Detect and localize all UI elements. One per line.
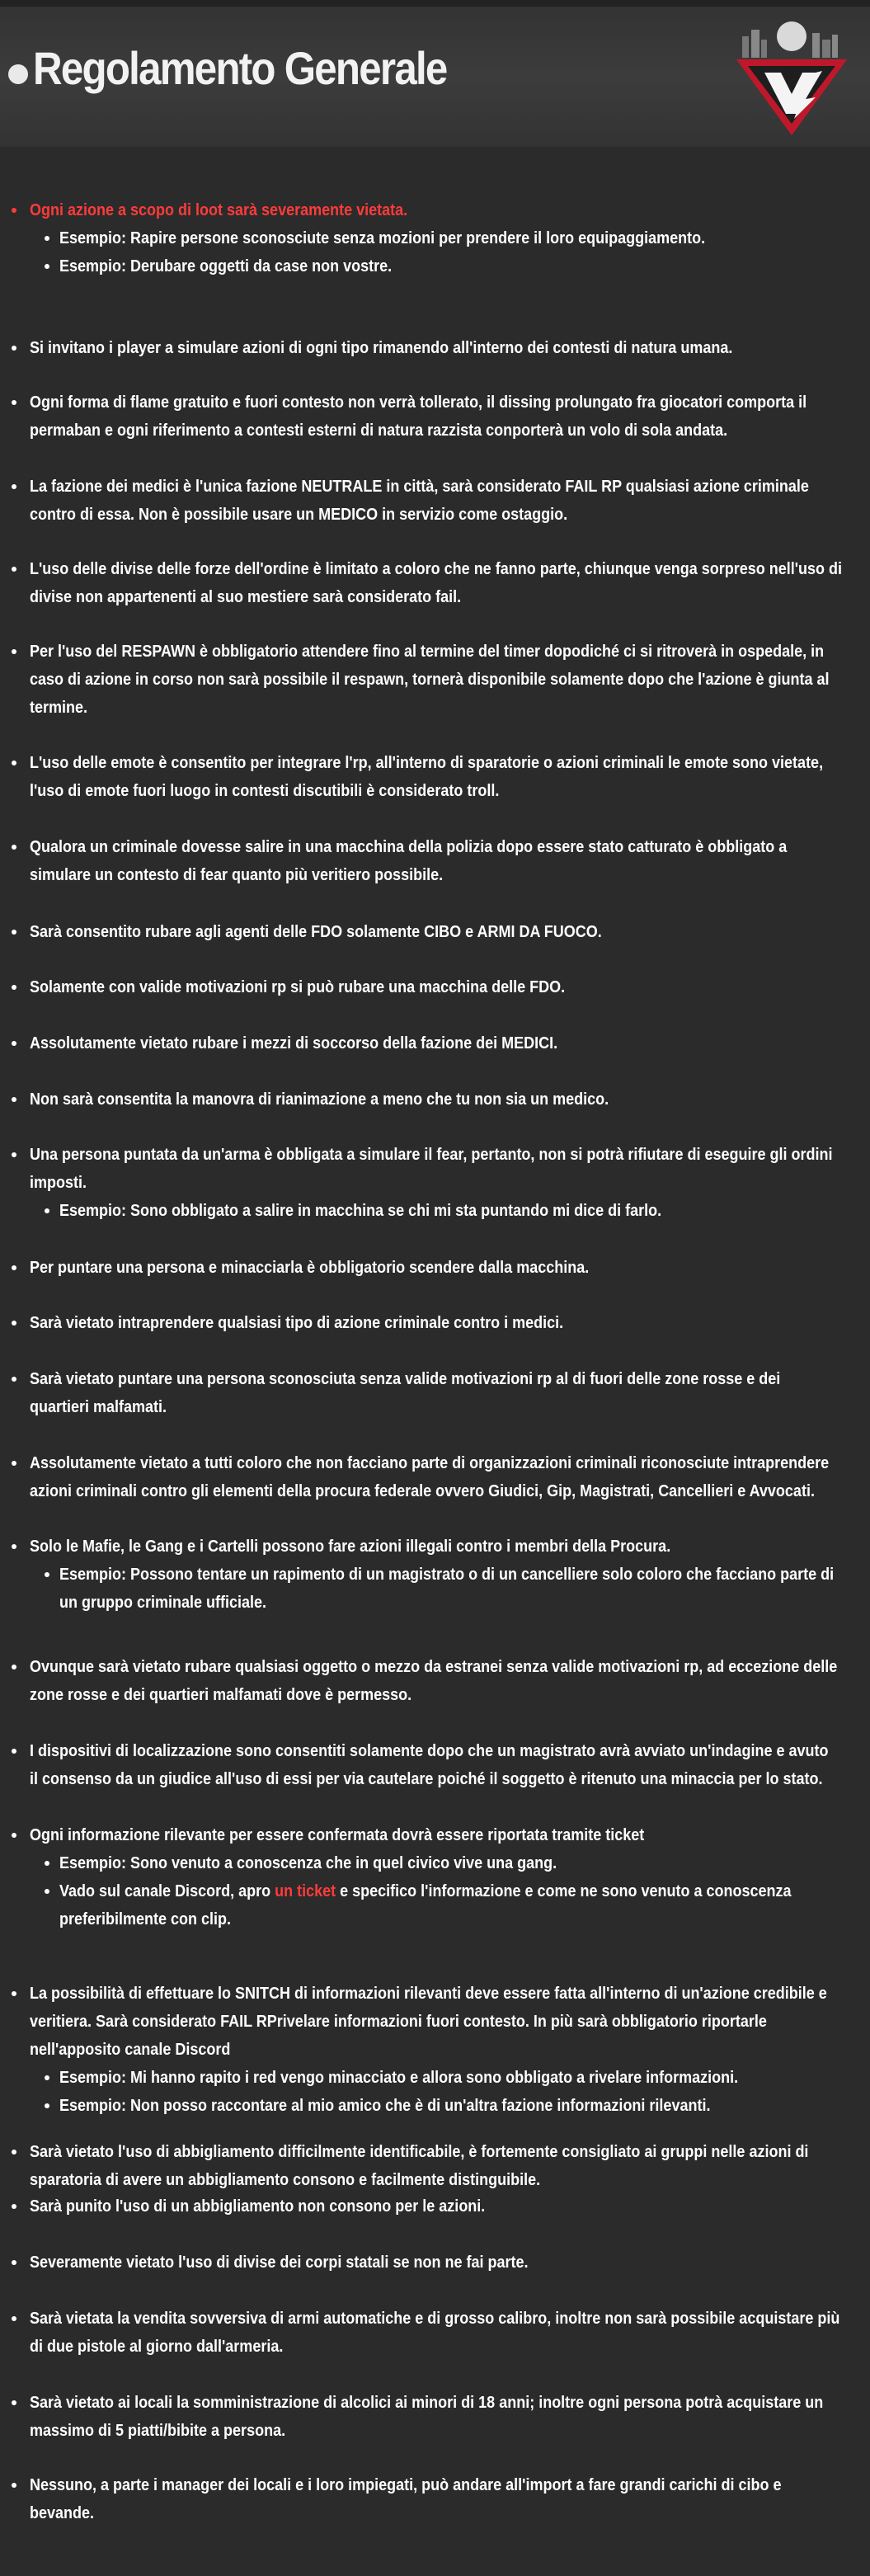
bullet-icon <box>12 346 16 351</box>
sub-bullet-icon <box>45 1861 49 1866</box>
rule-text: quartieri malfamati. <box>30 1398 167 1416</box>
rule-text: I dispositivi di localizzazione sono consentiti solamente dopo che un magistrato avrà avviato un'indagine e avuto <box>30 1742 829 1760</box>
sub-text: Esempio: Rapire persone sconosciute senza mozioni per prendere il loro equipaggiamento. <box>59 229 706 247</box>
lightning-shield-logo-icon <box>730 18 854 142</box>
bullet-icon <box>12 1152 16 1157</box>
bullet-icon <box>12 1749 16 1754</box>
bullet-icon <box>12 208 16 213</box>
bullet-icon <box>12 2260 16 2265</box>
sub-text: Esempio: Possono tentare un rapimento di un magistrato o di un cancelliere solo coloro che facciano parte di <box>59 1566 835 1584</box>
rule-text: Assolutamente vietato rubare i mezzi di soccorso della fazione dei MEDICI. <box>30 1034 558 1053</box>
sub-text-part: Vado sul canale Discord, apro <box>59 1882 271 1900</box>
bullet-icon <box>12 1321 16 1326</box>
bullet-icon <box>12 985 16 990</box>
rule-text: contro di essa. Non è possibile usare un MEDICO in servizio come ostaggio. <box>30 506 568 524</box>
rule-text: Severamente vietato l'uso di divise dei corpi statali se non ne fai parte. <box>30 2253 529 2272</box>
sub-text: preferibilmente con clip. <box>59 1910 232 1928</box>
rule-text: massimo di 5 piatti/bibite a persona. <box>30 2422 286 2440</box>
bullet-icon <box>12 1833 16 1838</box>
sub-bullet-icon <box>45 1572 49 1577</box>
page-title: Regolamento Generale <box>33 42 447 94</box>
rule-text: Per l'uso del RESPAWN è obbligatorio attendere fino al termine del timer dopodiché ci si ritroverà in ospedale, in <box>30 643 825 661</box>
rule-text: Ovunque sarà vietato rubare qualsiasi oggetto o mezzo da estranei senza valide motivazioni rp, ad eccezione delle <box>30 1658 838 1676</box>
rule-text: Sarà consentito rubare agli agenti delle FDO solamente CIBO e ARMI DA FUOCO. <box>30 923 602 941</box>
bullet-icon <box>12 2400 16 2405</box>
rule-text: Solamente con valide motivazioni rp si può rubare una macchina delle FDO. <box>30 978 566 996</box>
bullet-icon <box>12 2204 16 2209</box>
rule-text: sparatoria di avere un abbigliamento consono e facilmente distinguibile. <box>30 2171 541 2189</box>
sub-bullet-icon <box>45 264 49 269</box>
sub-text: un gruppo criminale ufficiale. <box>59 1594 267 1612</box>
bullet-icon <box>12 400 16 405</box>
sub-bullet-icon <box>45 2075 49 2080</box>
sub-bullet-icon <box>45 1889 49 1894</box>
sub-text: Esempio: Sono obbligato a salire in macchina se chi mi sta puntando mi dice di farlo. <box>59 1202 662 1220</box>
rule-text: L'uso delle divise delle forze dell'ordine è limitato a coloro che ne fanno parte, chiunque venga sorpreso nell'uso di <box>30 560 843 578</box>
sub-text-part: e specifico l'informazione e come ne sono venuto a conoscenza <box>340 1882 792 1900</box>
rule-text: bevande. <box>30 2504 95 2522</box>
rule-text: Sarà vietato ai locali la somministrazione di alcolici ai minori di 18 anni; inoltre ogni persona potrà acquistare un <box>30 2394 824 2412</box>
rule-text: nell'apposito canale Discord <box>30 2041 231 2059</box>
rule-text: Qualora un criminale dovesse salire in una macchina della polizia dopo essere stato catturato è obbligato a <box>30 838 788 856</box>
rule-text: azioni criminali contro gli elementi della procura federale ovvero Giudici, Gip, Magistrati, Cancellieri e Avvocati. <box>30 1482 815 1500</box>
bullet-icon <box>12 2483 16 2488</box>
rule-text: imposti. <box>30 1174 87 1192</box>
rule-text: termine. <box>30 699 88 717</box>
bullet-icon <box>12 2150 16 2155</box>
rule-text: La fazione dei medici è l'unica fazione NEUTRALE in città, sarà considerato FAIL RP qualsiasi azione criminale <box>30 478 809 496</box>
rule-text: Assolutamente vietato a tutti coloro che non facciano parte di organizzazioni criminali riconosciute intraprendere <box>30 1454 830 1472</box>
rule-text: Sarà vietato intraprendere qualsiasi tipo di azione criminale contro i medici. <box>30 1314 564 1332</box>
rule-text: Si invitano i player a simulare azioni di ogni tipo rimanendo all'interno dei contesti di natura umana. <box>30 339 733 357</box>
ticket-link[interactable]: un ticket <box>275 1882 336 1900</box>
rule-text: il consenso da un giudice all'uso di essi per via cautelare poiché il soggetto è ritenuto una minaccia per lo stato. <box>30 1770 823 1788</box>
sub-text: Esempio: Sono venuto a conoscenza che in quel civico vive una gang. <box>59 1854 557 1872</box>
rule-text: Sarà vietato l'uso di abbigliamento difficilmente identificabile, è fortemente consigliato ai gruppi nelle azioni di <box>30 2143 809 2161</box>
rule-text: Non sarà consentita la manovra di rianimazione a meno che tu non sia un medico. <box>30 1090 609 1109</box>
rule-text: Sarà vietato puntare una persona sconosciuta senza valide motivazioni rp al di fuori delle zone rosse e dei <box>30 1370 781 1388</box>
rule-text: La possibilità di effettuare lo SNITCH di informazioni rilevanti deve essere fatta all'interno di un'azione credibile e <box>30 1985 827 2003</box>
rule-text: Ogni forma di flame gratuito e fuori contesto non verrà tollerato, il dissing prolungato fra giocatori comporta il <box>30 393 807 412</box>
sub-text: Esempio: Non posso raccontare al mio amico che è di un'altra fazione informazioni rilevanti. <box>59 2097 711 2115</box>
rule-text: caso di azione in corso non sarà possibile il respawn, tornerà disponibile solamente dopo che l'azione è giunta al <box>30 671 830 689</box>
rule-text: Nessuno, a parte i manager dei locali e i loro impiegati, può andare all'import a fare grandi carichi di cibo e <box>30 2476 782 2494</box>
bullet-icon <box>12 649 16 654</box>
sub-bullet-icon <box>45 236 49 241</box>
rule-text: Sarà vietata la vendita sovversiva di armi automatiche e di grosso calibro, inoltre non sarà possibile acquistare più <box>30 2310 840 2328</box>
sub-bullet-icon <box>45 1208 49 1213</box>
bullet-icon <box>12 2316 16 2321</box>
rule-text: di due pistole al giorno dall'armeria. <box>30 2338 284 2356</box>
rule-text: Una persona puntata da un'arma è obbligata a simulare il fear, pertanto, non si potrà rifiutare di eseguire gli ordini <box>30 1146 833 1164</box>
title-bullet-icon <box>8 64 28 84</box>
rule-text: Ogni azione a scopo di loot sarà severamente vietata. <box>30 201 408 219</box>
rule-text: veritiera. Sarà considerato FAIL RPrivelare informazioni fuori contesto. In più sarà obbligatorio riportarle <box>30 2013 767 2031</box>
bullet-icon <box>12 567 16 572</box>
rule-text: L'uso delle emote è consentito per integrare l'rp, all'interno di sparatorie o azioni criminali le emote sono vietate, <box>30 754 824 772</box>
bullet-icon <box>12 484 16 489</box>
bullet-icon <box>12 845 16 850</box>
rule-text: Per puntare una persona e minacciarla è obbligatorio scendere dalla macchina. <box>30 1259 590 1277</box>
rule-text: Sarà punito l'uso di un abbigliamento non consono per le azioni. <box>30 2197 486 2216</box>
bullet-icon <box>12 1991 16 1996</box>
bullet-icon <box>12 1041 16 1046</box>
rule-text: Ogni informazione rilevante per essere confermata dovrà essere riportata tramite ticket <box>30 1826 645 1844</box>
sub-text: Esempio: Derubare oggetti da case non vostre. <box>59 257 393 275</box>
rule-text: divise non appartenenti al suo mestiere sarà considerato fail. <box>30 588 462 606</box>
sub-text <box>59 1877 854 1905</box>
header-banner <box>0 0 870 147</box>
rule-text: simulare un contesto di fear quanto più veritiero possibile. <box>30 866 444 884</box>
bullet-icon <box>12 761 16 765</box>
rule-text: Solo le Mafie, le Gang e i Cartelli possono fare azioni illegali contro i membri della Procura. <box>30 1538 671 1556</box>
bullet-icon <box>12 1377 16 1382</box>
bullet-icon <box>12 1544 16 1549</box>
sub-text: Esempio: Mi hanno rapito i red vengo minacciato e allora sono obbligato a rivelare informazioni. <box>59 2069 739 2087</box>
bullet-icon <box>12 1461 16 1466</box>
bullet-icon <box>12 1665 16 1669</box>
bullet-icon <box>12 1265 16 1270</box>
rule-text: zone rosse e dei quartieri malfamati dove è permesso. <box>30 1686 412 1704</box>
bullet-icon <box>12 930 16 935</box>
sub-bullet-icon <box>45 2103 49 2108</box>
bullet-icon <box>12 1097 16 1102</box>
rule-text: l'uso di emote fuori luogo in contesti discutibili è considerato troll. <box>30 782 500 800</box>
rule-text: permaban e ogni riferimento a contesti esterni di natura razzista conporterà un volo di sola andata. <box>30 421 728 440</box>
